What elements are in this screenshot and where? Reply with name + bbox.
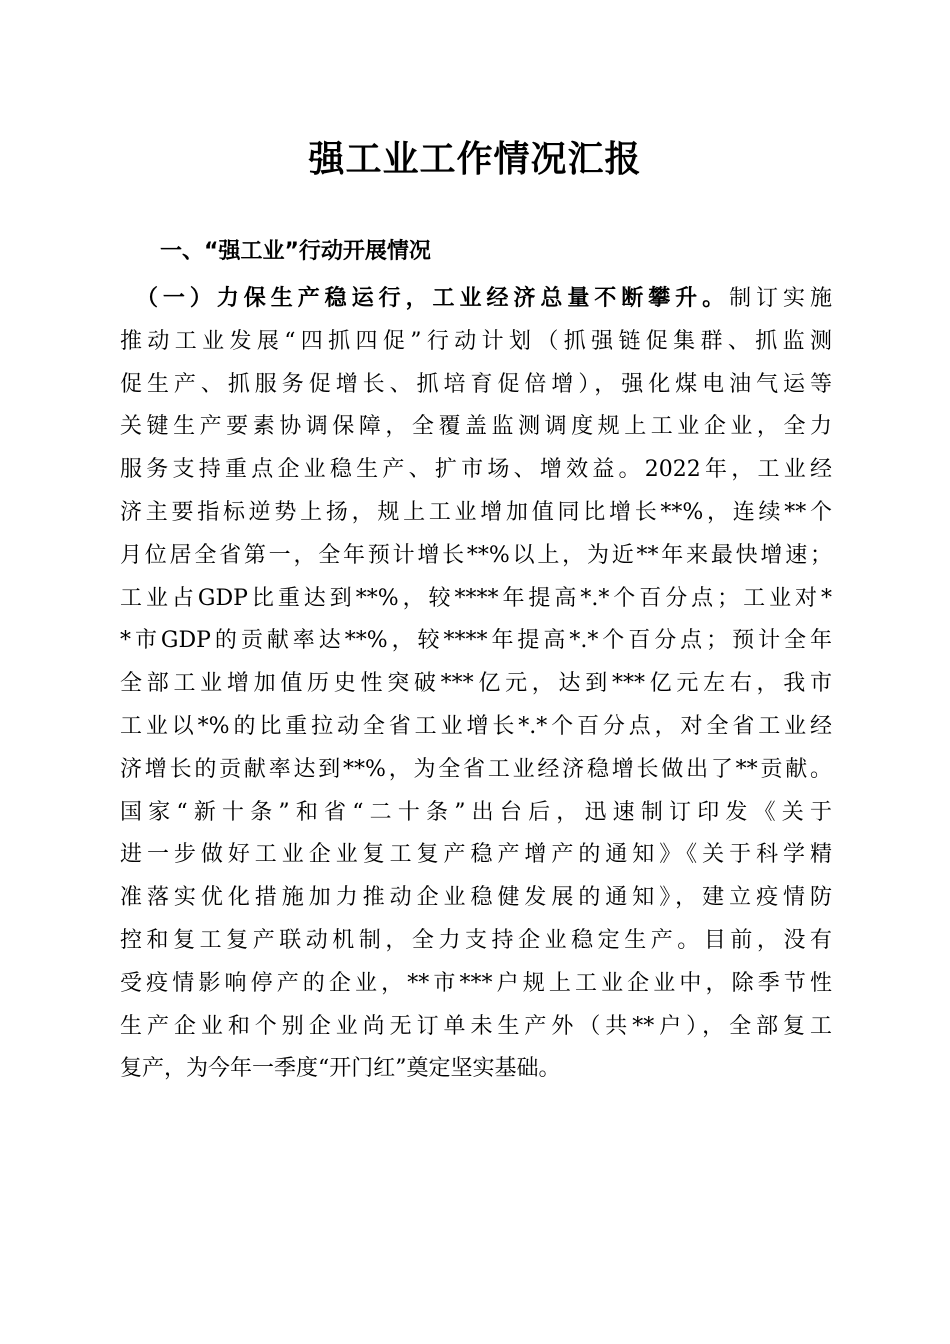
paragraph-line: 控和复工复产联动机制，全力支持企业稳定生产。目前，没有: [120, 927, 832, 953]
paragraph-line: 国家“新十条”和省“二十条”出台后，迅速制订印发《关于: [120, 799, 832, 825]
paragraph-line: 生产企业和个别企业尚无订单未生产外（共**户），全部复工: [120, 1013, 832, 1039]
paragraph-line-last: 复产，为今年一季度“开门红”奠定坚实基础。: [120, 1056, 561, 1082]
paragraph-line: 受疫情影响停产的企业，**市***户规上工业企业中，除季节性: [120, 970, 832, 996]
paragraph-subheading: （一）力保生产稳运行，工业经济总量不断攀升。: [146, 286, 730, 311]
paragraph-line: *市GDP的贡献率达**%，较****年提高*.*个百分点；预计全年: [120, 628, 832, 654]
paragraph-line: 推动工业发展“四抓四促”行动计划（抓强链促集群、抓监测: [120, 328, 832, 354]
paragraph-line: 月位居全省第一，全年预计增长**%以上，为近**年来最快增速；: [120, 542, 832, 568]
paragraph-line: 工业以*%的比重拉动全省工业增长*.*个百分点，对全省工业经: [120, 713, 832, 739]
paragraph-line: 准落实优化措施加力推动企业稳健发展的通知》，建立疫情防: [120, 885, 832, 911]
body-paragraph: [120, 278, 832, 1091]
document-title: 强工业工作情况汇报: [308, 138, 642, 180]
paragraph-line: 济增长的贡献率达到**%，为全省工业经济稳增长做出了**贡献。: [120, 756, 832, 782]
paragraph-line: 工业占GDP比重达到**%，较****年提高*.*个百分点；工业对*: [120, 585, 832, 611]
paragraph-line: 进一步做好工业企业复工复产稳产增产的通知》《关于科学精: [120, 842, 832, 868]
section-heading: 一、“强工业”行动开展情况: [160, 239, 431, 264]
paragraph-line-1: [120, 278, 832, 321]
paragraph-line: 服务支持重点企业稳生产、扩市场、增效益。2022年，工业经: [120, 457, 832, 483]
paragraph-line: 济主要指标逆势上扬，规上工业增加值同比增长**%，连续**个: [120, 499, 832, 525]
paragraph-line: 促生产、抓服务促增长、抓培育促倍增），强化煤电油气运等: [120, 371, 832, 397]
paragraph-line: 全部工业增加值历史性突破***亿元，达到***亿元左右，我市: [120, 671, 832, 697]
paragraph-line-text: 制订实施: [729, 286, 832, 311]
paragraph-line: 关键生产要素协调保障，全覆盖监测调度规上工业企业，全力: [120, 414, 832, 440]
